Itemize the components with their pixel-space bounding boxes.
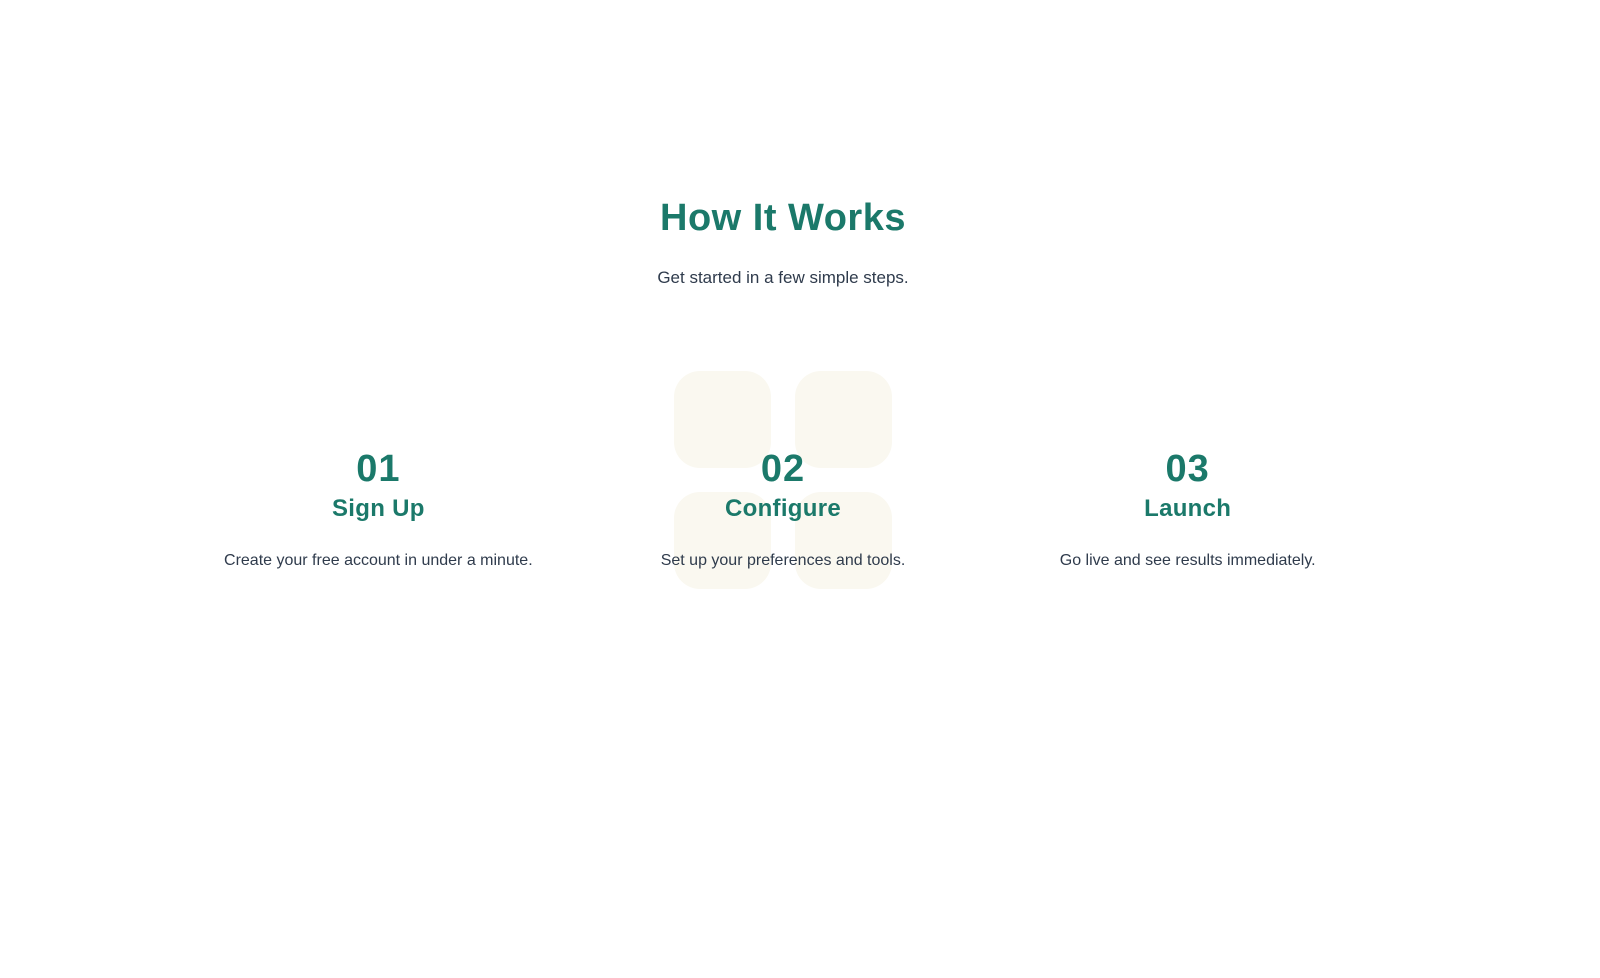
- step-content: [985, 449, 1390, 569]
- step-content: [176, 449, 581, 569]
- step-number: 02: [760, 448, 806, 490]
- steps-row: [176, 371, 1390, 569]
- step-item-signup: [176, 371, 581, 569]
- step-item-launch: [985, 371, 1390, 569]
- step-description: Create your free account in under a minute.: [224, 551, 533, 569]
- step-number: 03: [1165, 448, 1210, 490]
- step-item-configure: [581, 371, 986, 569]
- step-title: Launch: [1144, 494, 1232, 522]
- step-description: Go live and see results immediately.: [1059, 551, 1316, 569]
- step-number: 01: [356, 448, 401, 490]
- step-title: Configure: [724, 494, 842, 522]
- section-subtitle: Get started in a few simple steps.: [657, 268, 909, 287]
- step-description: Set up your preferences and tools.: [660, 551, 906, 569]
- step-title: Sign Up: [331, 494, 425, 522]
- step-content: [581, 449, 986, 569]
- section-title: How It Works: [660, 197, 906, 239]
